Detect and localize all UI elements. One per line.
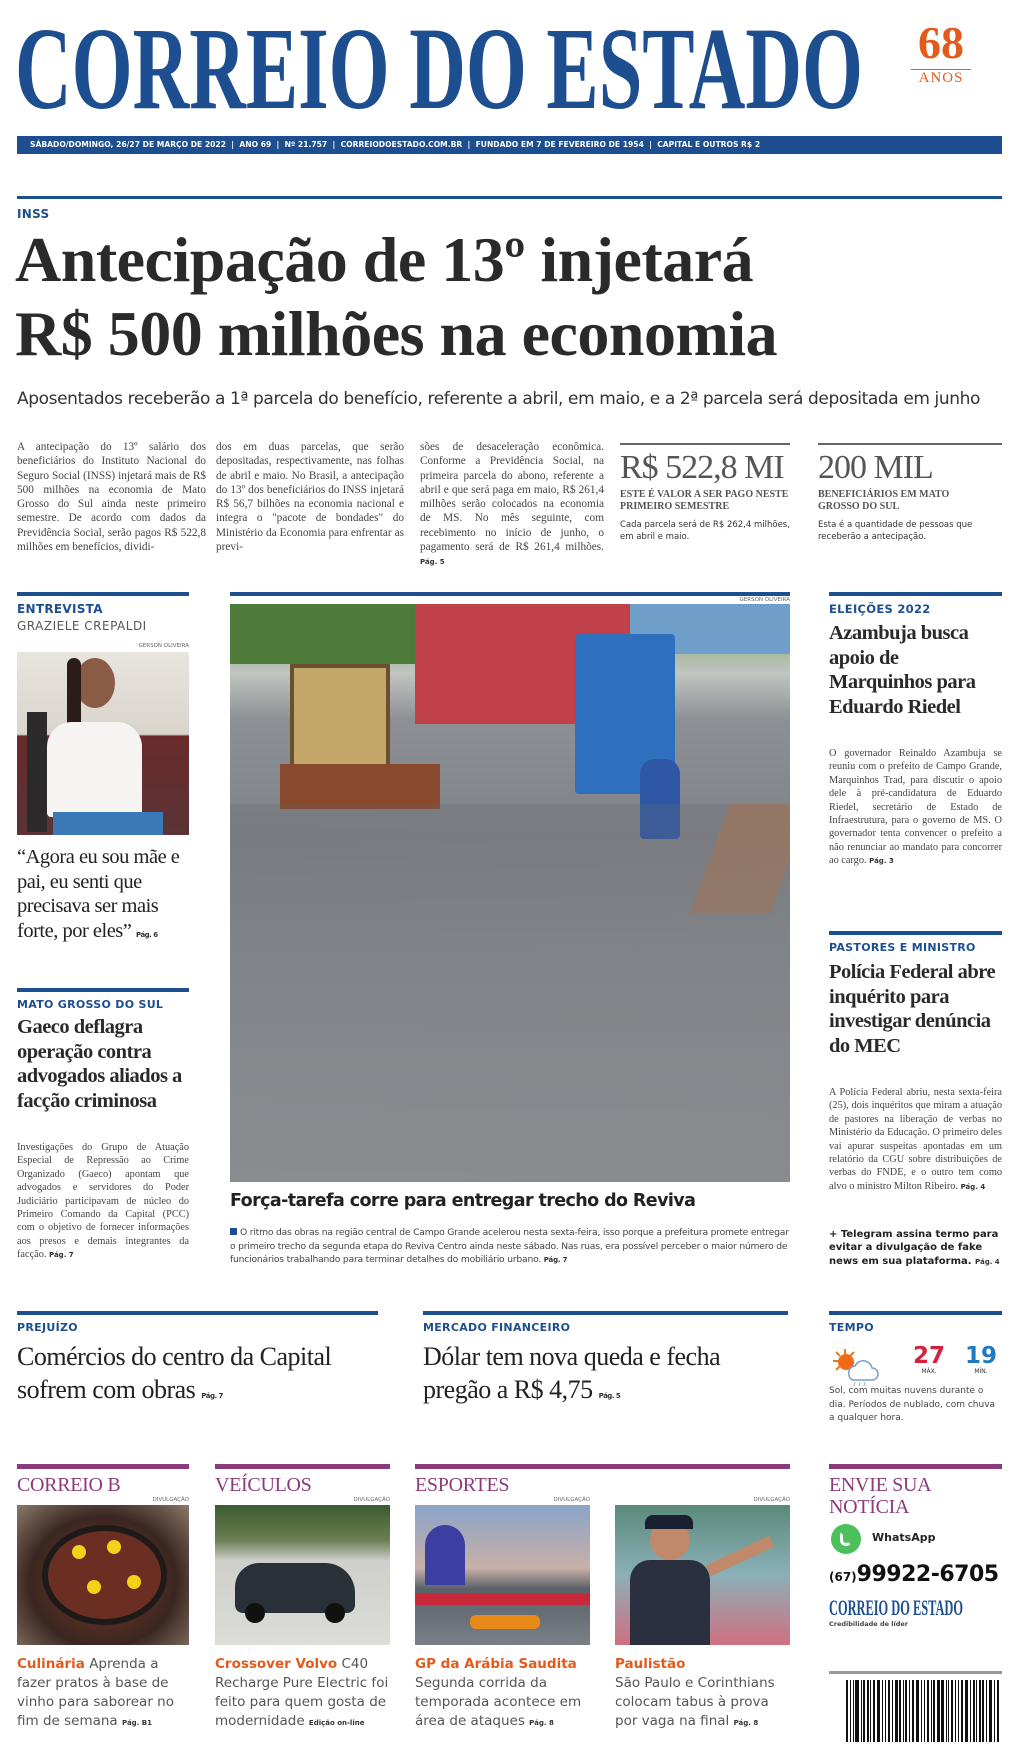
mec-body-text: A Polícia Federal abriu, nesta sexta-feira (25), dois inquéritos que miram a atuação de pastores na liberação de verbas no Ministério da Educação. O primeiro deles vai apurar suspeitas apontadas em um relatório da CGU sobre distribuições de verbas do FNDE, e o outro tem como alvo o ministro Milton Ribeiro. [829, 1087, 1002, 1192]
barcode-bar [937, 1680, 940, 1742]
lead-body-col3 [420, 440, 604, 570]
barcode-bar [973, 1680, 975, 1742]
bullet-icon [230, 1228, 237, 1235]
stat-note: Cada parcela será de R$ 262,4 milhões, em abril e maio. [620, 520, 790, 542]
teaser-text: C40 Recharge Pure Electric foi feito para quem gosta de modernidade [215, 1656, 389, 1729]
barcode-bar [921, 1680, 922, 1742]
interview-name: GRAZIELE CREPALDI [17, 619, 147, 633]
lead-headline-2[interactable]: R$ 500 milhões na economia [15, 298, 778, 369]
max-label: MÁX. [921, 1368, 937, 1375]
lead-body-col1: A antecipação do 13º salário dos beneficiários do Instituto Nacional do Seguro Social (INSS) injetará mais de R$ 500 milhões na economia de Mato Grosso do Sul ainda neste primeiro semestre. De acordo com dados da Previdência Social, serão pagos R$ 522,8 milhões em benefícios, dividi- [17, 441, 206, 554]
logo-tagline: Credibilidade de líder [829, 1620, 909, 1628]
svg-text:CORREIO DO ESTADO: CORREIO DO ESTADO [15, 10, 863, 114]
lead-body-col3-text: sões de desaceleração econômica. Conforme a Previdência Social, na primeira parcela do abono, referente a abril e que será paga em maio, R$ 261,4 milhões serão colocados na economia de MS. No mês seguinte, com recebimento no início de junho, o pagamento será de R$ 261,4 milhões. [420, 441, 604, 554]
separator: | [271, 140, 285, 149]
max-temp: 27 [912, 1343, 945, 1369]
section-rule [829, 931, 1002, 935]
whatsapp-label: WhatsApp [872, 1531, 936, 1544]
elections-headline[interactable]: Azambuja busca apoio de Marquinhos para Eduardo Riedel [829, 622, 976, 718]
gaeco-body [17, 1141, 189, 1263]
lead-headline-1[interactable]: Antecipação de 13º injetará [15, 224, 754, 295]
weather-text: Sol, com muitas nuvens durante o dia. Períodos de nublado, com chuva a qualquer hora. [829, 1386, 996, 1423]
svg-text:CORREIO DO ESTADO: CORREIO DO ESTADO [829, 1596, 963, 1618]
teaser-text: Segunda corrida da temporada acontece em área de ataques [415, 1675, 582, 1729]
barcode-bar [933, 1680, 934, 1742]
page-ref[interactable]: Pág. 6 [136, 930, 158, 939]
separator: | [327, 140, 341, 149]
photo-credit: DIVULGAÇÃO [152, 1497, 189, 1503]
barcode-bar [909, 1680, 910, 1742]
stat-box [818, 443, 1002, 543]
page-ref[interactable]: Pág. 8 [529, 1719, 554, 1727]
area-code: (67) [829, 1570, 857, 1584]
section-rule [230, 592, 790, 596]
page-ref[interactable]: Pág. 5 [598, 1392, 621, 1400]
barcode-bar [905, 1680, 907, 1742]
info-item: CAPITAL E OUTROS R$ 2 [657, 140, 761, 149]
barcode-bar [888, 1680, 890, 1742]
stat-box [620, 443, 790, 543]
whatsapp-icon[interactable] [831, 1524, 861, 1554]
footer-logo [829, 1596, 965, 1618]
teaser-text: São Paulo e Corinthians colocam tabus à prova por vaga na final [615, 1675, 775, 1729]
prejuizo-headline-text: Comércios do centro da Capital sofrem com obras [17, 1342, 332, 1404]
barcode-bar [986, 1680, 987, 1742]
anniversary-number: 68 [918, 17, 964, 68]
info-item: SÁBADO/DOMINGO, 26/27 DE MARÇO DE 2022 [30, 140, 226, 149]
stat-note: Esta é a quantidade de pessoas que receberão a antecipação. [818, 520, 973, 542]
min-temp: 19 [964, 1343, 997, 1369]
page-ref[interactable]: Pág. B1 [122, 1719, 152, 1727]
mercado-headline-text: Dólar tem nova queda e fecha pregão a R$ 4,75 [423, 1342, 721, 1404]
barcode-bar [855, 1680, 858, 1742]
paulistao-photo[interactable] [615, 1505, 790, 1645]
barcode-bar [861, 1680, 862, 1742]
barcode-bar [877, 1680, 880, 1742]
barcode-bar [948, 1680, 949, 1742]
masthead-logo[interactable] [15, 10, 865, 114]
barcode-bar [885, 1680, 886, 1742]
photo-credit: GERSON OLIVEIRA [739, 597, 790, 603]
page-ref[interactable]: Pág. 3 [869, 857, 894, 866]
barcode-bar [924, 1680, 925, 1742]
weather-max [912, 1344, 946, 1376]
photo-credit: DIVULGAÇÃO [553, 1497, 590, 1503]
section-rule [829, 1464, 1002, 1469]
weather-min [964, 1344, 998, 1376]
stat-label: BENEFICIÁRIOS EM MATO GROSSO DO SUL [818, 489, 950, 512]
page-ref[interactable]: Pág. 4 [960, 1182, 986, 1191]
interview-kicker: ENTREVISTA [17, 602, 103, 616]
interview-photo[interactable] [17, 652, 189, 835]
section-teaser[interactable] [215, 1655, 390, 1733]
page-ref[interactable]: Pág. 8 [733, 1719, 759, 1727]
elections-body [829, 747, 1002, 869]
prejuizo-kicker: PREJUÍZO [17, 1321, 78, 1334]
barcode-bar [970, 1680, 971, 1742]
veiculos-photo[interactable] [215, 1505, 390, 1645]
separator: | [462, 140, 476, 149]
anniversary-badge [905, 17, 977, 87]
barcode-bar [892, 1680, 893, 1742]
section-rule [829, 592, 1002, 596]
photo-credit: DIVULGAÇÃO [353, 1497, 390, 1503]
divider [829, 1671, 1002, 1674]
barcode-bar [912, 1680, 914, 1742]
interview-quote[interactable] [17, 845, 192, 947]
info-item: Nº 21.757 [284, 140, 328, 149]
page-ref[interactable]: Pág. 7 [543, 1256, 568, 1264]
barcode-bar [955, 1680, 956, 1742]
barcode-bar [931, 1680, 932, 1742]
teaser-lead: Paulistão [615, 1656, 686, 1672]
section-rule [415, 1464, 790, 1469]
barcode-bar [899, 1680, 900, 1742]
barcode-bar [846, 1680, 848, 1742]
barcode-bar [903, 1680, 904, 1742]
mercado-headline[interactable] [423, 1340, 753, 1413]
phone-number: 99922-6705 [856, 1562, 999, 1587]
separator: | [643, 140, 658, 149]
lead-body-col2: dos em duas parcelas, que serão depositadas, respectivamente, nas folhas de abril e maio. No Brasil, a antecipação do 13º dos beneficiários do INSS injetará R$ 56,7 bilhões na economia nacional e integra o "pacote de bondades" do Ministério da Economia para enfrentar as previ- [216, 441, 404, 554]
barcode-bar [982, 1680, 984, 1742]
stat-value: R$ 522,8 MI [620, 449, 784, 486]
mec-extra-text: + Telegram assina termo para evitar a divulgação de fake news em sua plataforma. [829, 1229, 999, 1267]
stat-label: ESTE É VALOR A SER PAGO NESTE PRIMEIRO SEMESTRE [620, 489, 789, 512]
culinaria-photo[interactable] [17, 1505, 189, 1645]
barcode-bar [997, 1680, 999, 1742]
photo-credit: GERSON OLIVEIRA [138, 643, 189, 649]
barcode-bar [853, 1680, 854, 1742]
weather-kicker: TEMPO [829, 1321, 874, 1334]
barcode-bar [863, 1680, 865, 1742]
barcode-bar [961, 1680, 963, 1742]
barcode-bar [895, 1680, 898, 1742]
section-title-veiculos[interactable]: VEÍCULOS [215, 1474, 312, 1496]
anniversary-label: ANOS [911, 69, 971, 87]
separator: | [226, 140, 240, 149]
send-news-title: ENVIE SUA NOTÍCIA [829, 1474, 931, 1518]
lead-kicker: INSS [17, 207, 50, 221]
info-item: FUNDADO EM 7 DE FEVEREIRO DE 1954 [475, 140, 644, 149]
section-teaser[interactable] [415, 1655, 590, 1733]
barcode-bar [882, 1680, 883, 1742]
barcode-bar [946, 1680, 947, 1742]
barcode-bar [951, 1680, 953, 1742]
section-title-esportes[interactable]: ESPORTES [415, 1474, 510, 1496]
barcode-bar [870, 1680, 871, 1742]
caption-text: O ritmo das obras na região central de Campo Grande acelerou nesta sexta-feira, isso porque a prefeitura promete entregar o primeiro trecho da segunda etapa do Reviva Centro ainda neste sábado. Nas ruas, era possível perceber o maior número de funcionários trabalhando para terminar detalhes do mobiliário urbano. [230, 1227, 789, 1265]
gaeco-body-text: Investigações do Grupo de Atuação Especial de Repressão ao Crime Organizado (Gaeco) apontam que advogados e servidores do Poder Judiciário participavam de núcleo do Primeiro Comando da Capital (PCC) com o objetivo de fornecer informações aos presos e demais integrantes da facção. [17, 1142, 189, 1261]
barcode [846, 1680, 1001, 1742]
page-ref[interactable]: Pág. 5 [420, 558, 445, 567]
sun-cloud-rain-icon [831, 1347, 881, 1387]
barcode-bar [916, 1680, 919, 1742]
section-rule [829, 1311, 1002, 1315]
section-rule [17, 1311, 378, 1315]
page-ref[interactable]: Pág. 7 [201, 1392, 223, 1400]
teaser-lead: GP da Arábia Saudita [415, 1656, 577, 1672]
teaser-lead: Crossover Volvo [215, 1656, 338, 1672]
info-item: CORREIODOESTADO.COM.BR [340, 140, 463, 149]
min-label: MÍN. [974, 1368, 988, 1375]
section-teaser[interactable] [17, 1655, 189, 1733]
stat-value: 200 MIL [818, 449, 933, 486]
barcode-bar [850, 1680, 851, 1742]
page-ref[interactable]: Pág. 7 [49, 1251, 74, 1260]
mec-extra[interactable] [829, 1228, 1002, 1269]
mercado-kicker: MERCADO FINANCEIRO [423, 1321, 571, 1334]
esportes-photo[interactable] [415, 1505, 590, 1645]
page-ref[interactable]: Edição on-line [308, 1719, 365, 1727]
lead-subhead: Aposentados receberão a 1ª parcela do benefício, referente a abril, em maio, e a 2ª parcela será depositada em junho [17, 389, 980, 409]
section-rule [17, 196, 1002, 199]
section-rule [215, 1464, 390, 1469]
barcode-bar [976, 1680, 977, 1742]
barcode-bar [965, 1680, 968, 1742]
mec-body [829, 1086, 1002, 1194]
interview-quote-text: “Agora eu sou mãe e pai, eu senti que precisava ser mais forte, por eles” [17, 846, 180, 942]
gaeco-kicker: MATO GROSSO DO SUL [17, 998, 164, 1011]
page-ref[interactable]: Pág. 4 [975, 1257, 1000, 1266]
barcode-bar [979, 1680, 980, 1742]
gaeco-headline[interactable]: Gaeco deflagra operação contra advogados aliados a facção criminosa [17, 1016, 182, 1112]
main-photo[interactable] [230, 604, 790, 1182]
info-bar [17, 136, 1002, 154]
elections-body-text: O governador Reinaldo Azambuja se reuniu com o prefeito de Campo Grande, Marquinhos Trad, para discutir o apoio dele à pré-candidatura de Eduardo Riedel, secretário de Estado de Infraestrutura, para o governo de MS. O governador tenta convencer o prefeito a não renunciar ao mandato para concorrer ao cargo. [829, 748, 1002, 867]
section-teaser[interactable] [615, 1655, 790, 1733]
section-title-correio-b[interactable]: CORREIO B [17, 1474, 121, 1496]
prejuizo-headline[interactable] [17, 1340, 387, 1413]
barcode-bar [994, 1680, 995, 1742]
section-rule [423, 1311, 788, 1315]
main-photo-headline[interactable]: Força-tarefa corre para entregar trecho do Reviva [230, 1191, 696, 1211]
photo-credit: DIVULGAÇÃO [753, 1497, 790, 1503]
mec-headline[interactable]: Polícia Federal abre inquérito para investigar denúncia do MEC [829, 961, 996, 1057]
whatsapp-phone[interactable] [829, 1562, 999, 1587]
section-rule [17, 988, 189, 992]
mec-kicker: PASTORES E MINISTRO [829, 941, 976, 954]
main-photo-caption [230, 1226, 790, 1268]
section-rule [17, 592, 189, 596]
teaser-lead: Culinária [17, 1656, 85, 1672]
elections-kicker: ELEIÇÕES 2022 [829, 602, 931, 616]
info-item: ANO 69 [239, 140, 272, 149]
barcode-bar [989, 1680, 992, 1742]
barcode-bar [941, 1680, 943, 1742]
barcode-bar [927, 1680, 929, 1742]
section-rule [17, 1464, 189, 1469]
barcode-bar [958, 1680, 959, 1742]
barcode-bar [867, 1680, 868, 1742]
barcode-bar [873, 1680, 875, 1742]
teaser-text: Aprenda a fazer pratos à base de vinho para saborear no fim de semana [17, 1656, 174, 1729]
